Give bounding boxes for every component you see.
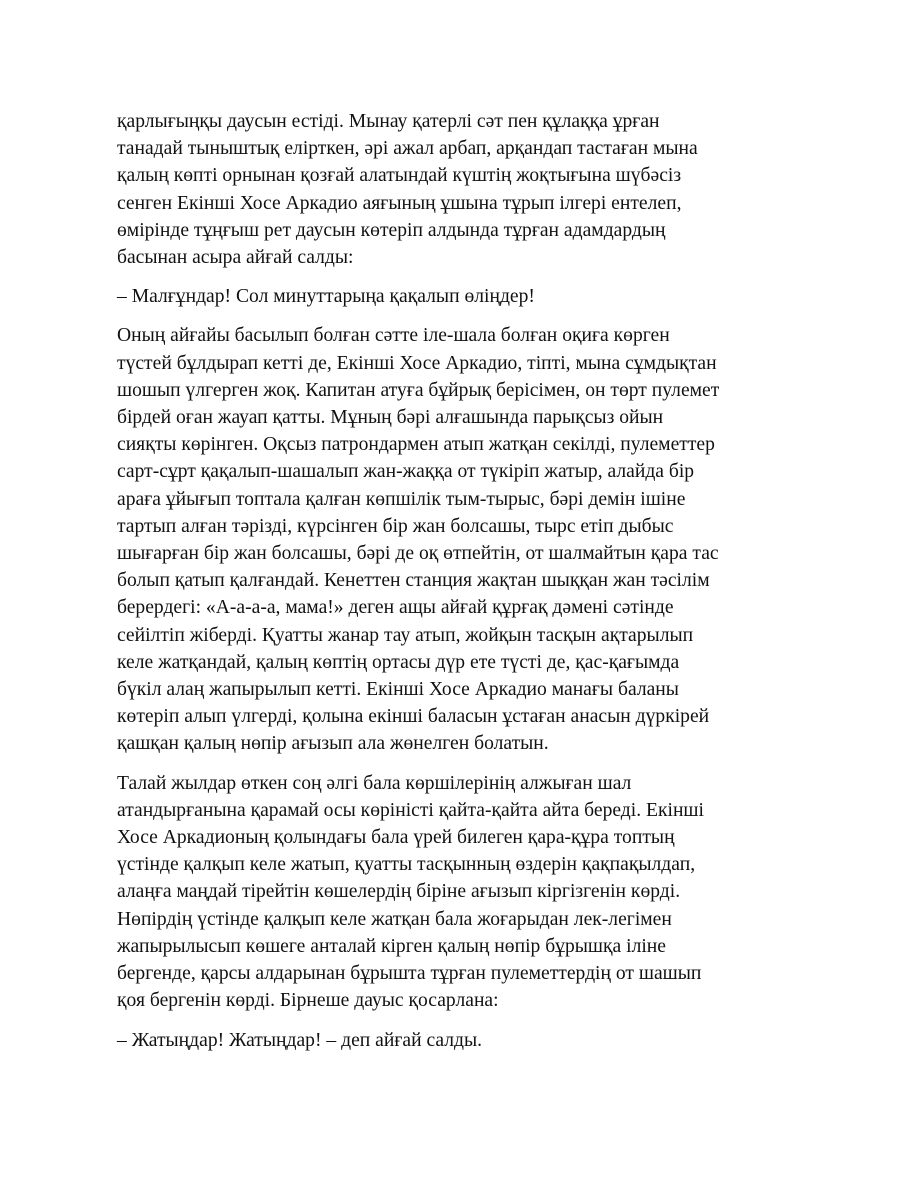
- text-line: үстінде қалқып келе жатып, қуатты тасқынның өздерін қақпақылдап,: [117, 854, 696, 876]
- text-line: сияқты көрінген. Оқсыз патрондармен атып жатқан секілді, пулеметтер: [117, 434, 715, 456]
- body-text: [117, 108, 817, 1066]
- text-line: шошып үлгерген жоқ. Капитан атуға бұйрық берісімен, он төрт пулемет: [117, 379, 720, 401]
- text-line: сенген Екінші Хосе Аркадио аяғының ұшына тұрып ілгері ентелеп,: [117, 192, 682, 214]
- text-line: жапырылысып көшеге анталай кірген қалың нөпір бұрышқа іліне: [117, 935, 666, 957]
- text-line: Нөпірдің үстінде қалқып келе жатқан бала жоғарыдан лек-легімен: [117, 908, 672, 930]
- text-line: қоя бергенін көрді. Бірнеше дауыс қосарлана:: [117, 990, 499, 1012]
- text-line: – Жатыңдар! Жатыңдар! – деп айғай салды.: [117, 1029, 483, 1051]
- paragraph-5-dialogue: [117, 1027, 817, 1054]
- text-line: сарт-сұрт қақалып-шашалып жан-жаққа от түкіріп жатыр, алайда бір: [117, 461, 695, 483]
- text-line: келе жатқандай, қалың көптің ортасы дүр ете түсті де, қас-қағымда: [117, 651, 680, 673]
- text-line: болып қатып қалғандай. Кенеттен станция жақтан шыққан жан тәсілім: [117, 570, 710, 592]
- text-line: қашқан қалың нөпір ағызып ала жөнелген болатын.: [117, 733, 549, 755]
- text-line: танадай тыныштық елірткен, әрі ажал арбап, арқандап тастаған мына: [117, 138, 698, 160]
- text-line: тартып алған тәрізді, күрсінген бір жан болсашы, тырс етіп дыбыс: [117, 515, 674, 537]
- text-line: шығарған бір жан болсашы, бәрі де оқ өтпейтін, от шалмайтын қара тас: [117, 543, 719, 565]
- text-line: көтеріп алып үлгерді, қолына екінші баласын ұстаған анасын дүркірей: [117, 706, 710, 728]
- text-line: алаңға маңдай тірейтін көшелердің біріне ағызып кіргізгенін көрді.: [117, 881, 681, 903]
- text-line: сейілтіп жіберді. Қуатты жанар тау атып, жойқын тасқын ақтарылып: [117, 624, 694, 646]
- text-line: бергенде, қарсы алдарынан бұрышта тұрған пулеметтердің от шашып: [117, 963, 702, 985]
- text-line: бірдей оған жауап қатты. Мұның бәрі алғашында парықсыз ойын: [117, 407, 664, 429]
- text-line: Талай жылдар өткен соң әлгі бала көршілерінің алжыған шал: [117, 772, 632, 794]
- text-line: – Малғұндар! Сол минуттарыңа қақалып өліңдер!: [117, 286, 535, 308]
- text-line: басынан асыра айғай салды:: [117, 247, 354, 269]
- text-line: атандырғанына қарамай осы көріністі қайта-қайта айта береді. Екінші: [117, 799, 704, 821]
- paragraph-4: [117, 770, 817, 1015]
- text-line: түстей бұлдырап кетті де, Екінші Хосе Аркадио, тіпті, мына сұмдықтан: [117, 352, 717, 374]
- text-line: өмірінде тұңғыш рет даусын көтеріп алдында тұрған адамдардың: [117, 219, 666, 241]
- paragraph-1: [117, 108, 817, 271]
- paragraph-2-dialogue: [117, 283, 817, 310]
- text-line: қарлығыңқы даусын естіді. Мынау қатерлі сәт пен құлаққа ұрған: [117, 111, 660, 132]
- paragraph-3: [117, 322, 817, 757]
- text-line: Хосе Аркадионың қолындағы бала үрей билеген қара-құра топтың: [117, 827, 675, 849]
- text-line: берердегі: «А-а-а-а, мама!» деген ащы айғай құрғақ дәмені сәтінде: [117, 597, 674, 619]
- text-line: қалың көпті орнынан қозғай алатындай күштің жоқтығына шүбәсіз: [117, 165, 682, 187]
- text-line: Оның айғайы басылып болған сәтте іле-шала болған оқиға көрген: [117, 325, 670, 347]
- text-line: бүкіл алаң жапырылып кетті. Екінші Хосе Аркадио манағы баланы: [117, 679, 679, 701]
- text-line: араға ұйығып топтала қалған көпшілік тым-тырыс, бәрі демін ішіне: [117, 488, 686, 510]
